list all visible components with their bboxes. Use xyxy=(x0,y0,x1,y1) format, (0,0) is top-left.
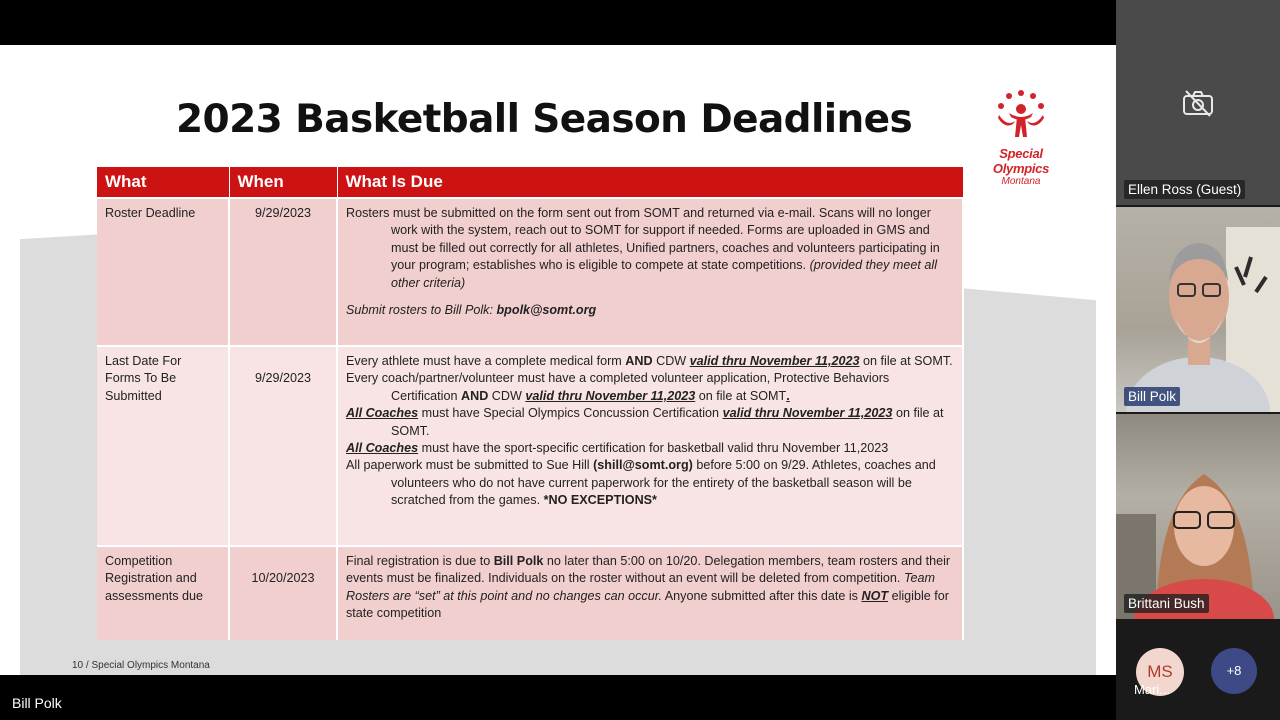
submit-rosters-line xyxy=(346,302,954,319)
row-what-is-due xyxy=(337,198,963,346)
avatar[interactable]: MS xyxy=(1136,648,1184,696)
paperwork-line: All paperwork must be submitted to Sue Hill (shill@somt.org) before 5:00 on 9/29. Athletes, coaches and volunteers who do not have current paperwork for the entirety of the basketball season will be scratched from the games. *NO EXCEPTIONS* xyxy=(346,458,936,508)
participant-tile-brittani[interactable] xyxy=(1116,414,1280,619)
special-olympics-logo xyxy=(976,87,1066,217)
row-when: 9/29/2023 xyxy=(229,346,337,546)
roster-text: Rosters must be submitted on the form sent out from SOMT and returned via e-mail. Scans will no longer work with the system, reach out to SOMT for support if needed. Forms are uploaded in GMS and must be filled out correctly for all athletes, Unified partners, coaches and volunteers participating in your program; establishes who is eligible to compete at state competitions. xyxy=(346,206,940,273)
participant-video-bill xyxy=(1116,207,1280,412)
slide-footer: 10 / Special Olympics Montana xyxy=(72,660,210,671)
logo-text-special: Special xyxy=(999,146,1043,161)
row-what: Competition Registration and assessments due xyxy=(97,546,229,640)
participant-name: Ellen Ross (Guest) xyxy=(1124,180,1245,199)
roster-criteria-note: (provided they meet all other criteria) xyxy=(391,258,938,290)
row-when: 10/20/2023 xyxy=(229,546,337,640)
participant-video-brittani xyxy=(1116,414,1280,619)
roster-paragraph xyxy=(346,205,954,292)
table-header-row xyxy=(97,167,963,198)
camera-off-icon xyxy=(1182,89,1214,122)
participant-name: Bill Polk xyxy=(1124,387,1180,406)
participant-tile-ellen[interactable] xyxy=(1116,0,1280,205)
table-row xyxy=(97,546,963,640)
more-participants-button[interactable]: +8 xyxy=(1211,648,1257,694)
coach-forms-line: Every coach/partner/volunteer must have a completed volunteer application, Protective Behaviors Certification AND CDW valid thru November 11,2023 on file at SOMT. xyxy=(346,371,890,403)
participant-name: Brittani Bush xyxy=(1124,594,1209,613)
roster-email: bpolk@somt.org xyxy=(496,303,597,318)
table-row xyxy=(97,198,963,346)
row-what: Last Date For Forms To Be Submitted xyxy=(97,346,229,546)
row-when: 9/29/2023 xyxy=(229,198,337,346)
slide-title: 2023 Basketball Season Deadlines xyxy=(176,97,913,142)
registration-paragraph: Final registration is due to Bill Polk no later than 5:00 on 10/20. Delegation members, team rosters and their events must be finalized. Individuals on the roster without an event will be deleted from competition. Team Rosters are “set” at this point and no changes can occur. Anyone submitted after this date is NOT eligible for state competition xyxy=(346,554,951,621)
participant-tile-bill[interactable] xyxy=(1116,207,1280,412)
sport-cert-line: All Coaches must have the sport-specific certification for basketball valid thru November 11,2023 xyxy=(346,441,889,456)
shared-slide xyxy=(0,45,1116,675)
submit-rosters-label: Submit rosters to Bill Polk: xyxy=(346,303,493,318)
row-what: Roster Deadline xyxy=(97,198,229,346)
row-what-is-due xyxy=(337,546,963,640)
special-olympics-emblem-icon xyxy=(993,87,1049,141)
header-what-is-due: What Is Due xyxy=(337,167,963,198)
table-row xyxy=(97,346,963,546)
header-when: When xyxy=(229,167,337,198)
participants-panel xyxy=(1116,0,1280,720)
athlete-forms-line: Every athlete must have a complete medical form AND CDW valid thru November 11,2023 on file at SOMT. xyxy=(346,354,953,368)
deadlines-table xyxy=(97,167,964,640)
header-what: What xyxy=(97,167,229,198)
avatar-name: Mari... xyxy=(1134,682,1171,697)
row-what-is-due xyxy=(337,346,963,546)
logo-text-olympics: Olympics xyxy=(992,161,1050,176)
concussion-cert-line: All Coaches must have Special Olympics Concussion Certification valid thru November 11,2023 on file at SOMT. xyxy=(346,406,944,438)
presenter-name: Bill Polk xyxy=(12,695,62,711)
logo-text-montana: Montana xyxy=(1001,176,1041,187)
